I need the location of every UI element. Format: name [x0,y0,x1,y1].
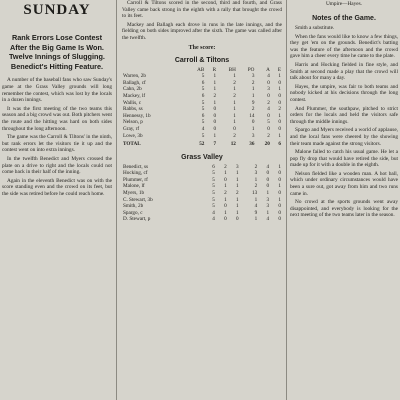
table-cell: 1 [224,209,227,216]
table-cell: 1 [236,196,239,203]
table-cell: 0 [278,190,281,197]
table-cell: 1 [236,176,239,183]
table-cell: 2 [224,163,227,170]
table-cell: 1 [233,86,236,93]
table-cell: 4 [266,163,270,170]
table-cell: 0 [267,125,270,132]
table-row [122,93,282,100]
table-cell: 0 [278,79,281,86]
table-row [122,170,282,177]
note-paragraph: Nelson fielded like a wooden man. A hot ball, which under ordinary circumstances would have been a sure out, got away from him and two runs came in. [290,170,398,197]
table-cell: 0 [266,176,270,183]
table-cell: TOTAL [123,141,141,148]
table-cell: Plummer, rf [123,176,148,183]
table-cell: 5 [267,119,270,126]
table-cell: 0 [278,209,281,216]
table-cell: 2 [233,132,236,139]
masthead: SUNDAY [23,2,91,18]
table-cell: Benedict, ss [123,163,149,170]
table-cell: 3 [266,203,270,210]
article-paragraph: It was the first meeting of the two teams this season and a big crowd was out. Both pitchers went the route and the hitting was hard on both sides throughout the long afternoon. [2,105,112,132]
table-cell: 0 [224,203,227,210]
table-cell: D. Stewart, p [123,216,151,223]
table-cell: 52 [199,141,205,148]
table-cell: 0 [213,112,217,119]
table-cell: C. Stewart, 3b [123,196,153,203]
table-cell: 1 [266,209,270,216]
table-cell: Hocking, cf [123,170,148,177]
table-cell: 1 [251,125,255,132]
table-cell: Rabbs, ss [123,106,143,113]
table-cell: 0 [267,92,270,99]
table-cell: 1 [213,86,217,93]
table-cell: 1 [233,119,236,126]
table-cell: 3 [266,196,270,203]
note-paragraph: Malone failed to catch his usual game. He let a pop fly drop that would have retired the side, but made up for it with a double in the eighth. [290,149,398,169]
table-cell: 4 [212,216,215,223]
table-row [122,197,282,204]
note-paragraph: And Plummer, the southpaw, pitched to strict orders for the locals and held the visitors safe through the middle innings. [290,105,398,125]
article-paragraph: In the twelfth Benedict and Myers crossed the plate on a drive to right and the locals could not come back in their half of the inning. [2,155,112,176]
table-row [122,80,282,87]
table-cell: 5 [212,190,215,197]
table-cell: 0 [266,183,270,190]
table-cell: 0 [224,216,227,223]
table-row [122,106,282,113]
table-cell: Gray, rf [123,125,140,132]
table-cell: 5 [201,119,205,126]
table-cell: 5 [212,196,215,203]
table-cell [122,67,186,74]
table-cell: 4 [201,125,205,132]
umpire-line: Umpire—Hayes. [325,1,363,7]
table-cell: 4 [266,216,270,223]
table-cell: 1 [236,203,239,210]
table-cell: 0 [278,170,281,177]
table-cell: 2 [224,190,227,197]
table-cell: 2 [267,99,270,106]
table-cell: 3 [251,132,255,139]
table-row [122,210,282,217]
table-cell: 1 [233,106,236,113]
article-paragraph: Again in the eleventh Benedict was on with the score standing even and the crowd on its feet, but the side was retired before he could reach home. [2,177,112,197]
table-cell: Lowe, 3b [123,132,143,139]
table-cell: 1 [278,163,281,170]
table-cell: Cahn, 2b [123,86,142,93]
column-rule [116,0,117,400]
table-cell: Ballagh, cf [123,79,146,86]
table-header-row [122,67,282,74]
note-paragraph: No crowd at the sports grounds went away disappointed, and everybody is looking for the next meeting of the two teams later in the season. [290,199,398,219]
table-cell: 1 [236,209,239,216]
note-paragraph: Harris and Hocking fielded in fine style, and Smith at second made a play that the crowd will talk about for many a day. [290,61,398,82]
table-cell: Wallis, c [123,99,142,106]
table-cell: 3 [254,170,258,177]
table-cell: 2 [267,132,270,139]
table-cell: 0 [267,79,270,86]
table-cell: 1 [213,99,217,106]
table-cell: 2 [251,79,255,86]
table-cell: 1 [251,86,255,93]
table-cell: 2 [213,92,217,99]
table-cell: 1 [278,196,281,203]
table-row [122,86,282,93]
table-total-row [122,139,282,148]
table-cell: Hennessy, 1b [123,112,151,119]
article-paragraph: Carroll & Tiltons scored in the second, third and fourth, and Grass Valley came back strong in the eighth with a rally that brought the crowd to its feet. [122,0,282,20]
table-cell: 6 [278,141,281,148]
table-cell: 1 [254,176,258,183]
table-row [122,203,282,210]
table-cell: 1 [213,79,217,86]
table-cell: 1 [278,112,281,119]
table-cell: 5 [212,170,215,177]
table-cell: 1 [278,132,281,139]
box-score-title: Grass Valley [181,153,223,161]
note-paragraph: Smith a substitute. [295,25,335,31]
table-cell: Myers, 1b [123,190,145,197]
table-cell: 1 [233,73,236,80]
table-cell: 6 [201,79,205,86]
table-cell: Spargo, c [123,209,143,216]
table-cell: 0 [236,216,239,223]
table-row [122,177,282,184]
table-cell: 1 [233,99,236,106]
table-cell: 1 [278,86,281,93]
table-row [122,113,282,120]
table-cell: 0 [224,176,227,183]
table-cell: 1 [224,196,227,203]
table-cell: 1 [213,132,217,139]
note-paragraph: Hayes, the umpire, was fair to both teams and nobody kicked at his decisions through the long contest. [290,83,398,103]
article-paragraph: The game was the Carroll & Tiltons' in the ninth, but rank errors let the visitors tie it up and the contest went on into extra innings. [2,134,112,154]
table-cell: 1 [224,183,227,190]
table-cell: 1 [278,183,281,190]
table-cell: 9 [251,99,255,106]
table-cell: 0 [213,125,217,132]
table-cell: 4 [254,203,258,210]
table-cell: 3 [267,86,270,93]
article-paragraph: Mackey and Ballagh each drove in runs in the late innings, and the fielding on both sides improved after the sixth. The game was called after the twelfth. [122,21,282,41]
table-row [122,216,282,223]
table-cell: 12 [230,141,236,148]
column-right [290,0,398,400]
table-cell: 1 [213,73,217,80]
table-row [122,73,282,80]
table-row [122,126,282,133]
table-cell: 0 [278,99,281,106]
table-cell: 2 [233,92,236,99]
table-cell: 5 [201,132,205,139]
table-row [122,190,282,197]
table-cell: 36 [249,141,255,148]
table-cell: 2 [251,106,255,113]
box-score-table [122,164,282,223]
table-cell: 7 [213,141,217,148]
column-rule [286,0,287,400]
table-cell: Malone, lf [123,183,145,190]
table-cell: 0 [267,112,270,119]
table-cell: 0 [266,170,270,177]
table-cell: 2 [254,163,258,170]
table-cell: 0 [278,119,281,126]
table-cell: 6 [212,163,215,170]
table-cell: E [277,66,281,73]
table-cell: 5 [201,73,205,80]
table-cell: 1 [233,112,236,119]
table-cell: 4 [212,209,215,216]
table-cell: 2 [254,183,258,190]
table-cell: R [212,66,217,73]
note-paragraph: When the fans would like to know a few things, they get 'em on the grounds. Benedict's batting was the feature of the afternoon and the crowd gave him a cheer every time he came to the plate. [290,33,398,60]
table-cell: 0 [233,125,236,132]
table-cell: 1 [251,92,255,99]
column-middle [122,0,282,400]
table-cell: Mackey, lf [123,92,146,99]
article-paragraph: A number of the baseball fans who saw Sunday's game at the Grass Valley grounds will long remember the contest, which was lost by the locals in a dozen innings. [2,77,112,104]
table-row [122,100,282,107]
table-cell: 13 [252,190,258,197]
table-cell: 0 [213,106,217,113]
table-cell: Warren, 2b [123,73,146,80]
table-cell: 5 [212,176,215,183]
table-cell: AB [197,66,205,73]
box-score-title: Carroll & Tiltons [174,56,230,64]
table-cell: Nelson, p [123,119,143,126]
table-cell: 3 [236,163,239,170]
table-cell: 5 [201,106,205,113]
table-cell: 2 [236,190,239,197]
table-cell: 1 [254,196,258,203]
table-cell: 6 [201,92,205,99]
table-cell: 1 [254,216,258,223]
table-cell: 1 [236,183,239,190]
headline-deck: Rank Errors Lose Contest After the Big Game Is Won. Twelve Innings of Slugging. Benedict's Hitting Feature. [9,33,105,71]
table-cell: 2 [233,79,236,86]
table-cell: 9 [254,209,258,216]
table-row [122,119,282,126]
note-paragraph: Spargo and Myers received a world of applause, and the local fans were cheered by the showing their team made against the strong visitors. [290,127,398,147]
table-cell: BH [228,66,236,73]
table-cell: 2 [278,106,281,113]
table-cell: 4 [267,106,270,113]
table-cell: 0 [213,119,217,126]
table-cell: 4 [267,73,270,80]
table-cell: A [266,66,270,73]
table-cell: 1 [224,170,227,177]
table-cell: 1 [266,190,270,197]
table-cell: 6 [201,112,205,119]
table-cell: Smith, 2b [123,203,144,210]
table-cell: 5 [201,86,205,93]
table-cell: 14 [249,112,255,119]
table-cell: 0 [251,119,255,126]
score-label: The score: [188,44,216,51]
table-cell: 0 [278,92,281,99]
table-cell: 5 [212,203,215,210]
table-cell: 0 [278,216,281,223]
table-cell: 1 [278,73,281,80]
column-left [2,0,112,400]
table-cell: 0 [278,203,281,210]
table-cell: 1 [236,170,239,177]
table-row [122,183,282,190]
notes-title: Notes of the Game. [312,15,376,22]
table-cell: 5 [212,183,215,190]
table-cell: 5 [201,99,205,106]
table-cell: 0 [278,176,281,183]
box-score-table [122,67,282,148]
table-cell: 0 [278,125,281,132]
table-cell: PO [247,66,255,73]
table-row [122,133,282,140]
table-cell: 20 [264,141,270,148]
table-cell: 3 [251,73,255,80]
